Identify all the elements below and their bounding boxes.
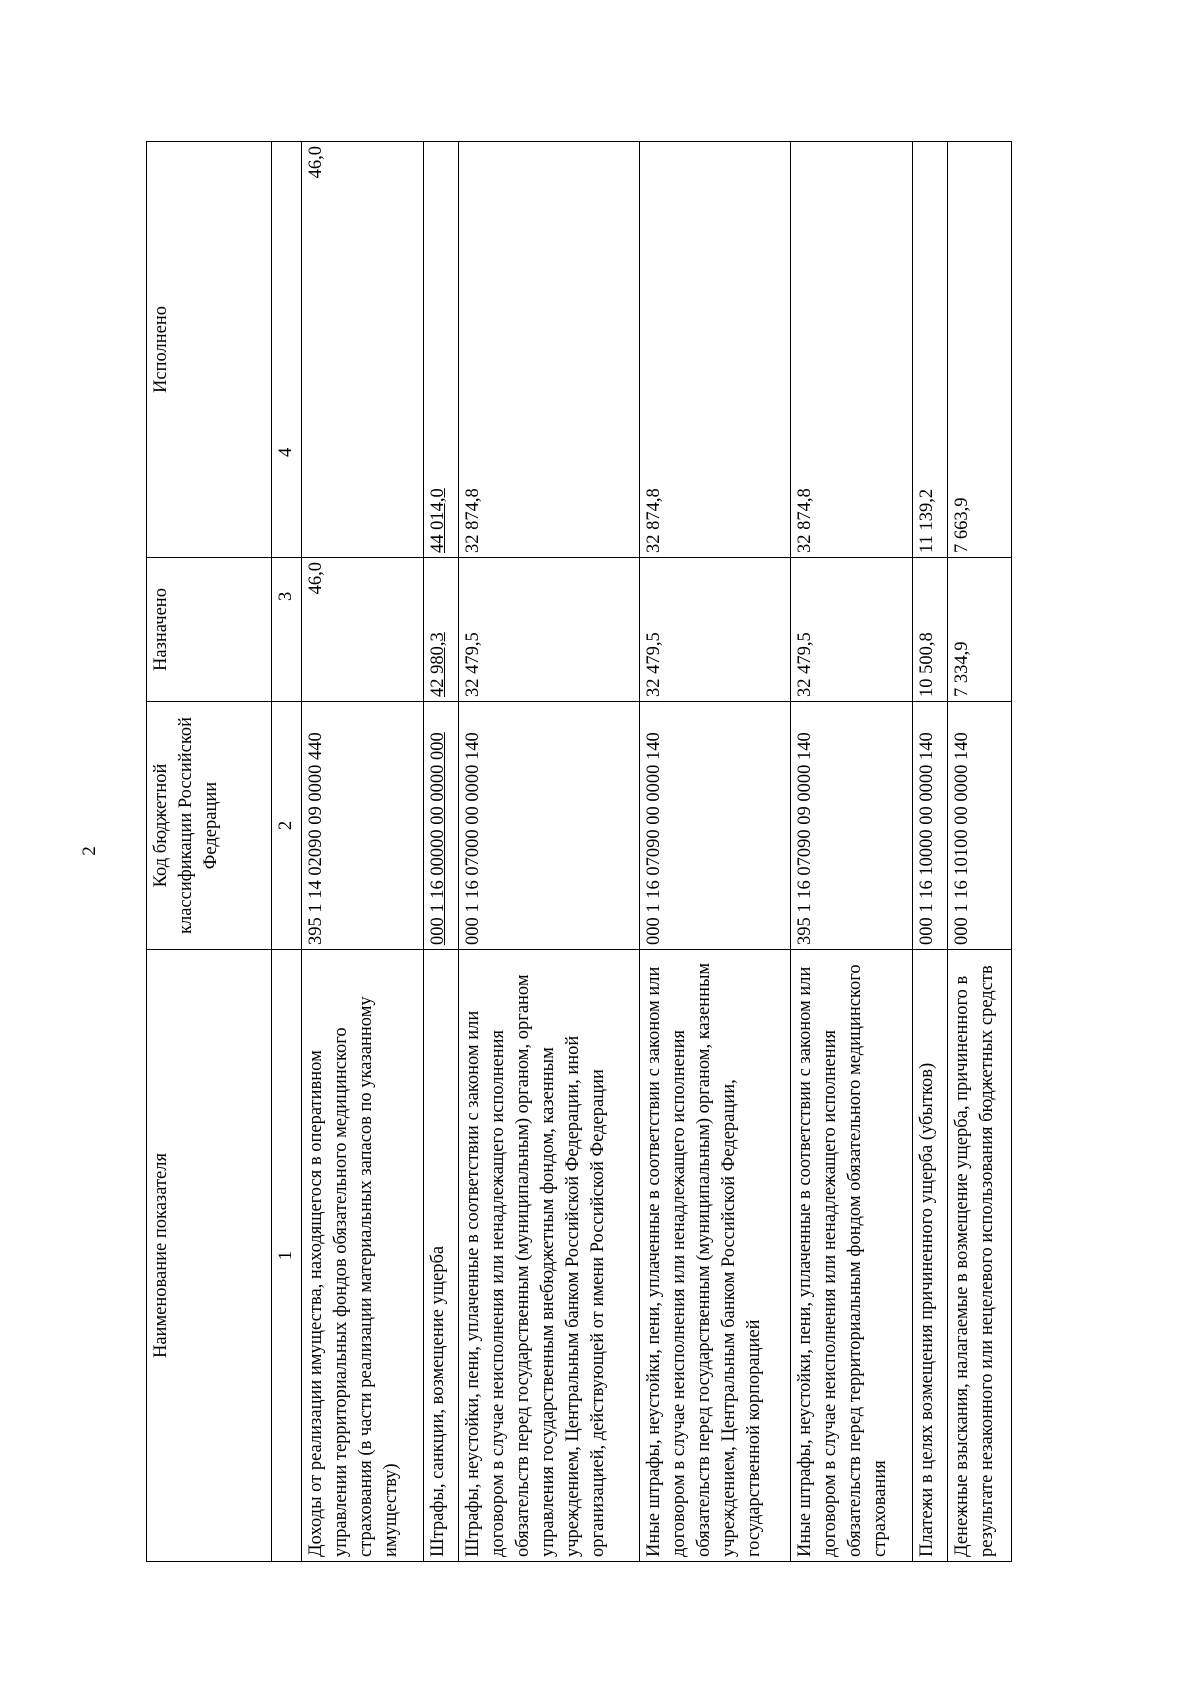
row-name: Платежи в целях возмещения причиненного ущерба (убытков): [913, 950, 948, 1562]
row-name: Иные штрафы, неустойки, пени, уплаченные в соответствии с законом или договором в случае неисполнения или ненадлежащего исполнения обязательств перед территориальным фондом обязательного медицинского страхования: [790, 950, 912, 1562]
row-executed: 44 014,0: [424, 142, 459, 558]
table-row: [947, 142, 1011, 1562]
header-assigned: Назначено: [147, 558, 272, 702]
row-executed: 11 139,2: [913, 142, 948, 558]
column-number-1: 1: [272, 950, 302, 1562]
row-code: 000 1 16 10000 00 0000 140: [913, 702, 948, 950]
row-name: Доходы от реализации имущества, находящегося в оперативном управлении территориальных фондов обязательного медицинского страхования (в части реализации материальных запасов по указанному имуществу): [302, 950, 424, 1562]
column-number-row: [272, 142, 302, 1562]
column-number-2: 2: [272, 702, 302, 950]
row-name: Денежные взыскания, налагаемые в возмещение ущерба, причиненного в результате незаконного или нецелевого использования бюджетных средств: [947, 950, 1011, 1562]
table-row: [302, 142, 424, 1562]
row-code: 395 1 14 02090 09 0000 440: [302, 702, 424, 950]
row-name: Штрафы, неустойки, пени, уплаченные в соответствии с законом или договором в случае неисполнения или ненадлежащего исполнения обязательств перед государственным (муниципальным) органом, органом управления государственным внебюджетным фондом, казенным учреждением, Центральным банком Российской Федерации, иной организацией, действующей от имени Российской Федерации: [459, 950, 639, 1562]
table-header-row: [147, 142, 272, 1562]
row-executed: 32 874,8: [459, 142, 639, 558]
row-executed: 7 663,9: [947, 142, 1011, 558]
row-code: 000 1 16 00000 00 0000 000: [424, 702, 459, 950]
row-code: 395 1 16 07090 09 0000 140: [790, 702, 912, 950]
row-code: 000 1 16 10100 00 0000 140: [947, 702, 1011, 950]
table-row-section-total: [424, 142, 459, 1562]
row-assigned: 46,0: [302, 558, 424, 702]
row-assigned: 10 500,8: [913, 558, 948, 702]
row-assigned: 32 479,5: [639, 558, 790, 702]
row-assigned: 32 479,5: [790, 558, 912, 702]
column-number-4: 4: [272, 142, 302, 558]
table-row: [790, 142, 912, 1562]
rotated-table-container: [146, 142, 1012, 1562]
row-code: 000 1 16 07000 00 0000 140: [459, 702, 639, 950]
row-assigned: 32 479,5: [459, 558, 639, 702]
table-row: [639, 142, 790, 1562]
row-executed: 46,0: [302, 142, 424, 558]
header-name: Наименование показателя: [147, 950, 272, 1562]
row-executed: 32 874,8: [790, 142, 912, 558]
row-code: 000 1 16 07090 00 0000 140: [639, 702, 790, 950]
header-code: Код бюджетной классификации Российской Федерации: [147, 702, 272, 950]
row-name: Иные штрафы, неустойки, пени, уплаченные в соответствии с законом или договором в случае неисполнения или ненадлежащего исполнения обязательств перед государственным (муниципальным) органом, казенным учреждением, Центральным банком Российской Федерации, государственной корпорацией: [639, 950, 790, 1562]
row-executed: 32 874,8: [639, 142, 790, 558]
row-assigned: 7 334,9: [947, 558, 1011, 702]
column-number-3: 3: [272, 558, 302, 702]
table-row: [913, 142, 948, 1562]
header-executed: Исполнено: [147, 142, 272, 558]
budget-table: [146, 141, 1012, 1562]
row-assigned: 42 980,3: [424, 558, 459, 702]
row-name: Штрафы, санкции, возмещение ущерба: [424, 950, 459, 1562]
table-row: [459, 142, 639, 1562]
page-number: 2: [79, 846, 100, 856]
